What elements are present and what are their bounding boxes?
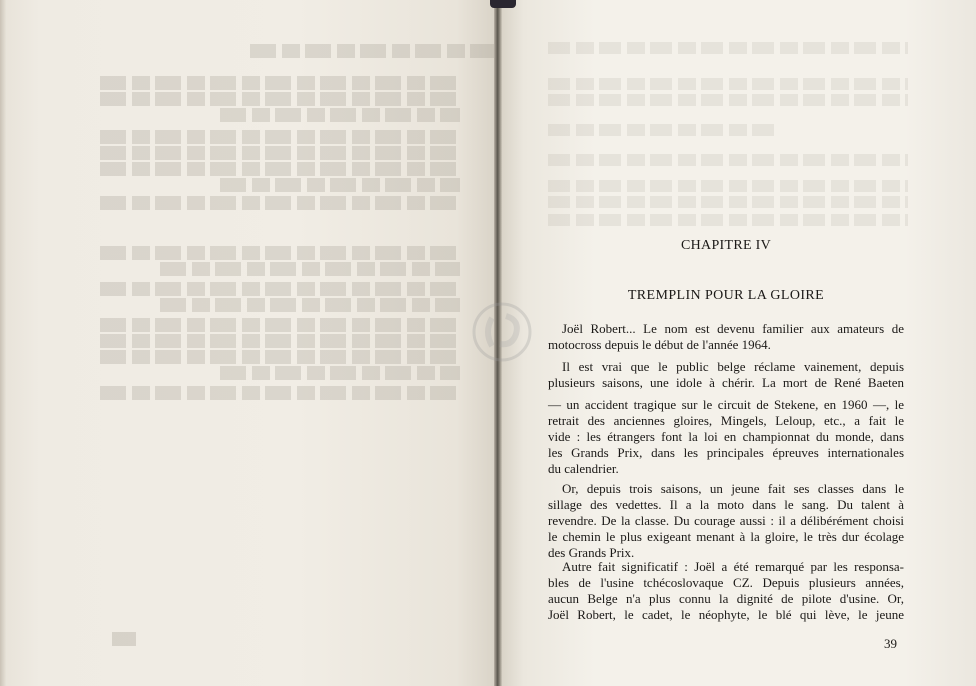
show-through-line — [548, 94, 908, 106]
show-through-line — [220, 178, 460, 192]
chapter-title: TREMPLIN POUR LA GLOIRE — [627, 288, 825, 303]
show-through-line — [100, 146, 460, 160]
paragraph — [548, 359, 904, 391]
show-through-page-number — [112, 632, 136, 646]
text-line: revendre. De la classe. Du courage aussi : il a délibérément choisi — [548, 513, 904, 528]
show-through-line — [548, 196, 908, 208]
show-through-line — [100, 386, 460, 400]
show-through-line — [548, 78, 908, 90]
text-line: Joël Robert... Le nom est devenu familier aux amateurs de — [562, 321, 904, 336]
show-through-line — [100, 282, 460, 296]
show-through-line — [160, 262, 460, 276]
text-line: du calendrier. — [548, 461, 619, 476]
show-through-line — [100, 196, 460, 210]
show-through-line — [160, 298, 460, 312]
show-through-line — [220, 366, 460, 380]
show-through-line — [220, 108, 460, 122]
binding-top — [490, 0, 516, 8]
show-through-line — [548, 42, 908, 54]
text-line: des Grands Prix. — [548, 545, 635, 560]
show-through-line — [548, 154, 908, 166]
show-through-line — [548, 214, 908, 226]
show-through-line — [100, 246, 460, 260]
text-line: aucun Belge n'a plus connu la dignité de pilote d'usine. Or, — [548, 591, 904, 606]
show-through-line — [100, 92, 460, 106]
paragraph — [548, 559, 904, 623]
show-through-line — [100, 350, 460, 364]
show-through-line — [100, 162, 460, 176]
text-line: bles de l'usine tchécoslovaque CZ. Depuis plusieurs années, — [548, 575, 904, 590]
text-line: sillage des vedettes. Il a la moto dans le sang. Du talent à — [548, 497, 904, 512]
text-line: retrait des anciennes gloires, Mingels, Leloup, etc., a fait le — [548, 413, 904, 428]
show-through-line — [548, 124, 778, 136]
text-line: plusieurs saisons, une idole à chérir. La mort de René Baeten — [548, 375, 904, 390]
text-line: Or, depuis trois saisons, un jeune fait ses classes dans le — [562, 481, 904, 496]
text-line: Il est vrai que le public belge réclame vainement, depuis — [562, 359, 904, 374]
paragraph — [548, 481, 904, 561]
library-stamp-icon — [470, 300, 534, 364]
text-line: Autre fait significatif : Joël a été remarqué par les responsa- — [562, 559, 904, 574]
chapter-heading: CHAPITRE IV — [680, 238, 772, 253]
show-through-line — [100, 130, 460, 144]
paragraph — [548, 397, 904, 477]
page-number: 39 — [884, 636, 897, 651]
show-through-line — [100, 318, 460, 332]
text-line: le chemin le plus exigeant menant à la gloire, le très dur écolage — [548, 529, 904, 544]
text-line: les Grands Prix, dans les principales épreuves internationales — [548, 445, 904, 460]
show-through-line — [100, 334, 460, 348]
text-line: Joël Robert, le cadet, le néophyte, le blé qui lève, le jeune — [548, 607, 904, 622]
text-line: vide : les étrangers font la loi en championnat du monde, dans — [548, 429, 904, 444]
show-through-line — [100, 76, 460, 90]
text-line: motocross depuis le début de l'année 1964. — [548, 337, 771, 352]
left-page-edge — [0, 0, 6, 686]
show-through-line — [548, 180, 908, 192]
paragraph — [548, 321, 904, 353]
text-line: — un accident tragique sur le circuit de Stekene, en 1960 —, le — [548, 397, 904, 412]
